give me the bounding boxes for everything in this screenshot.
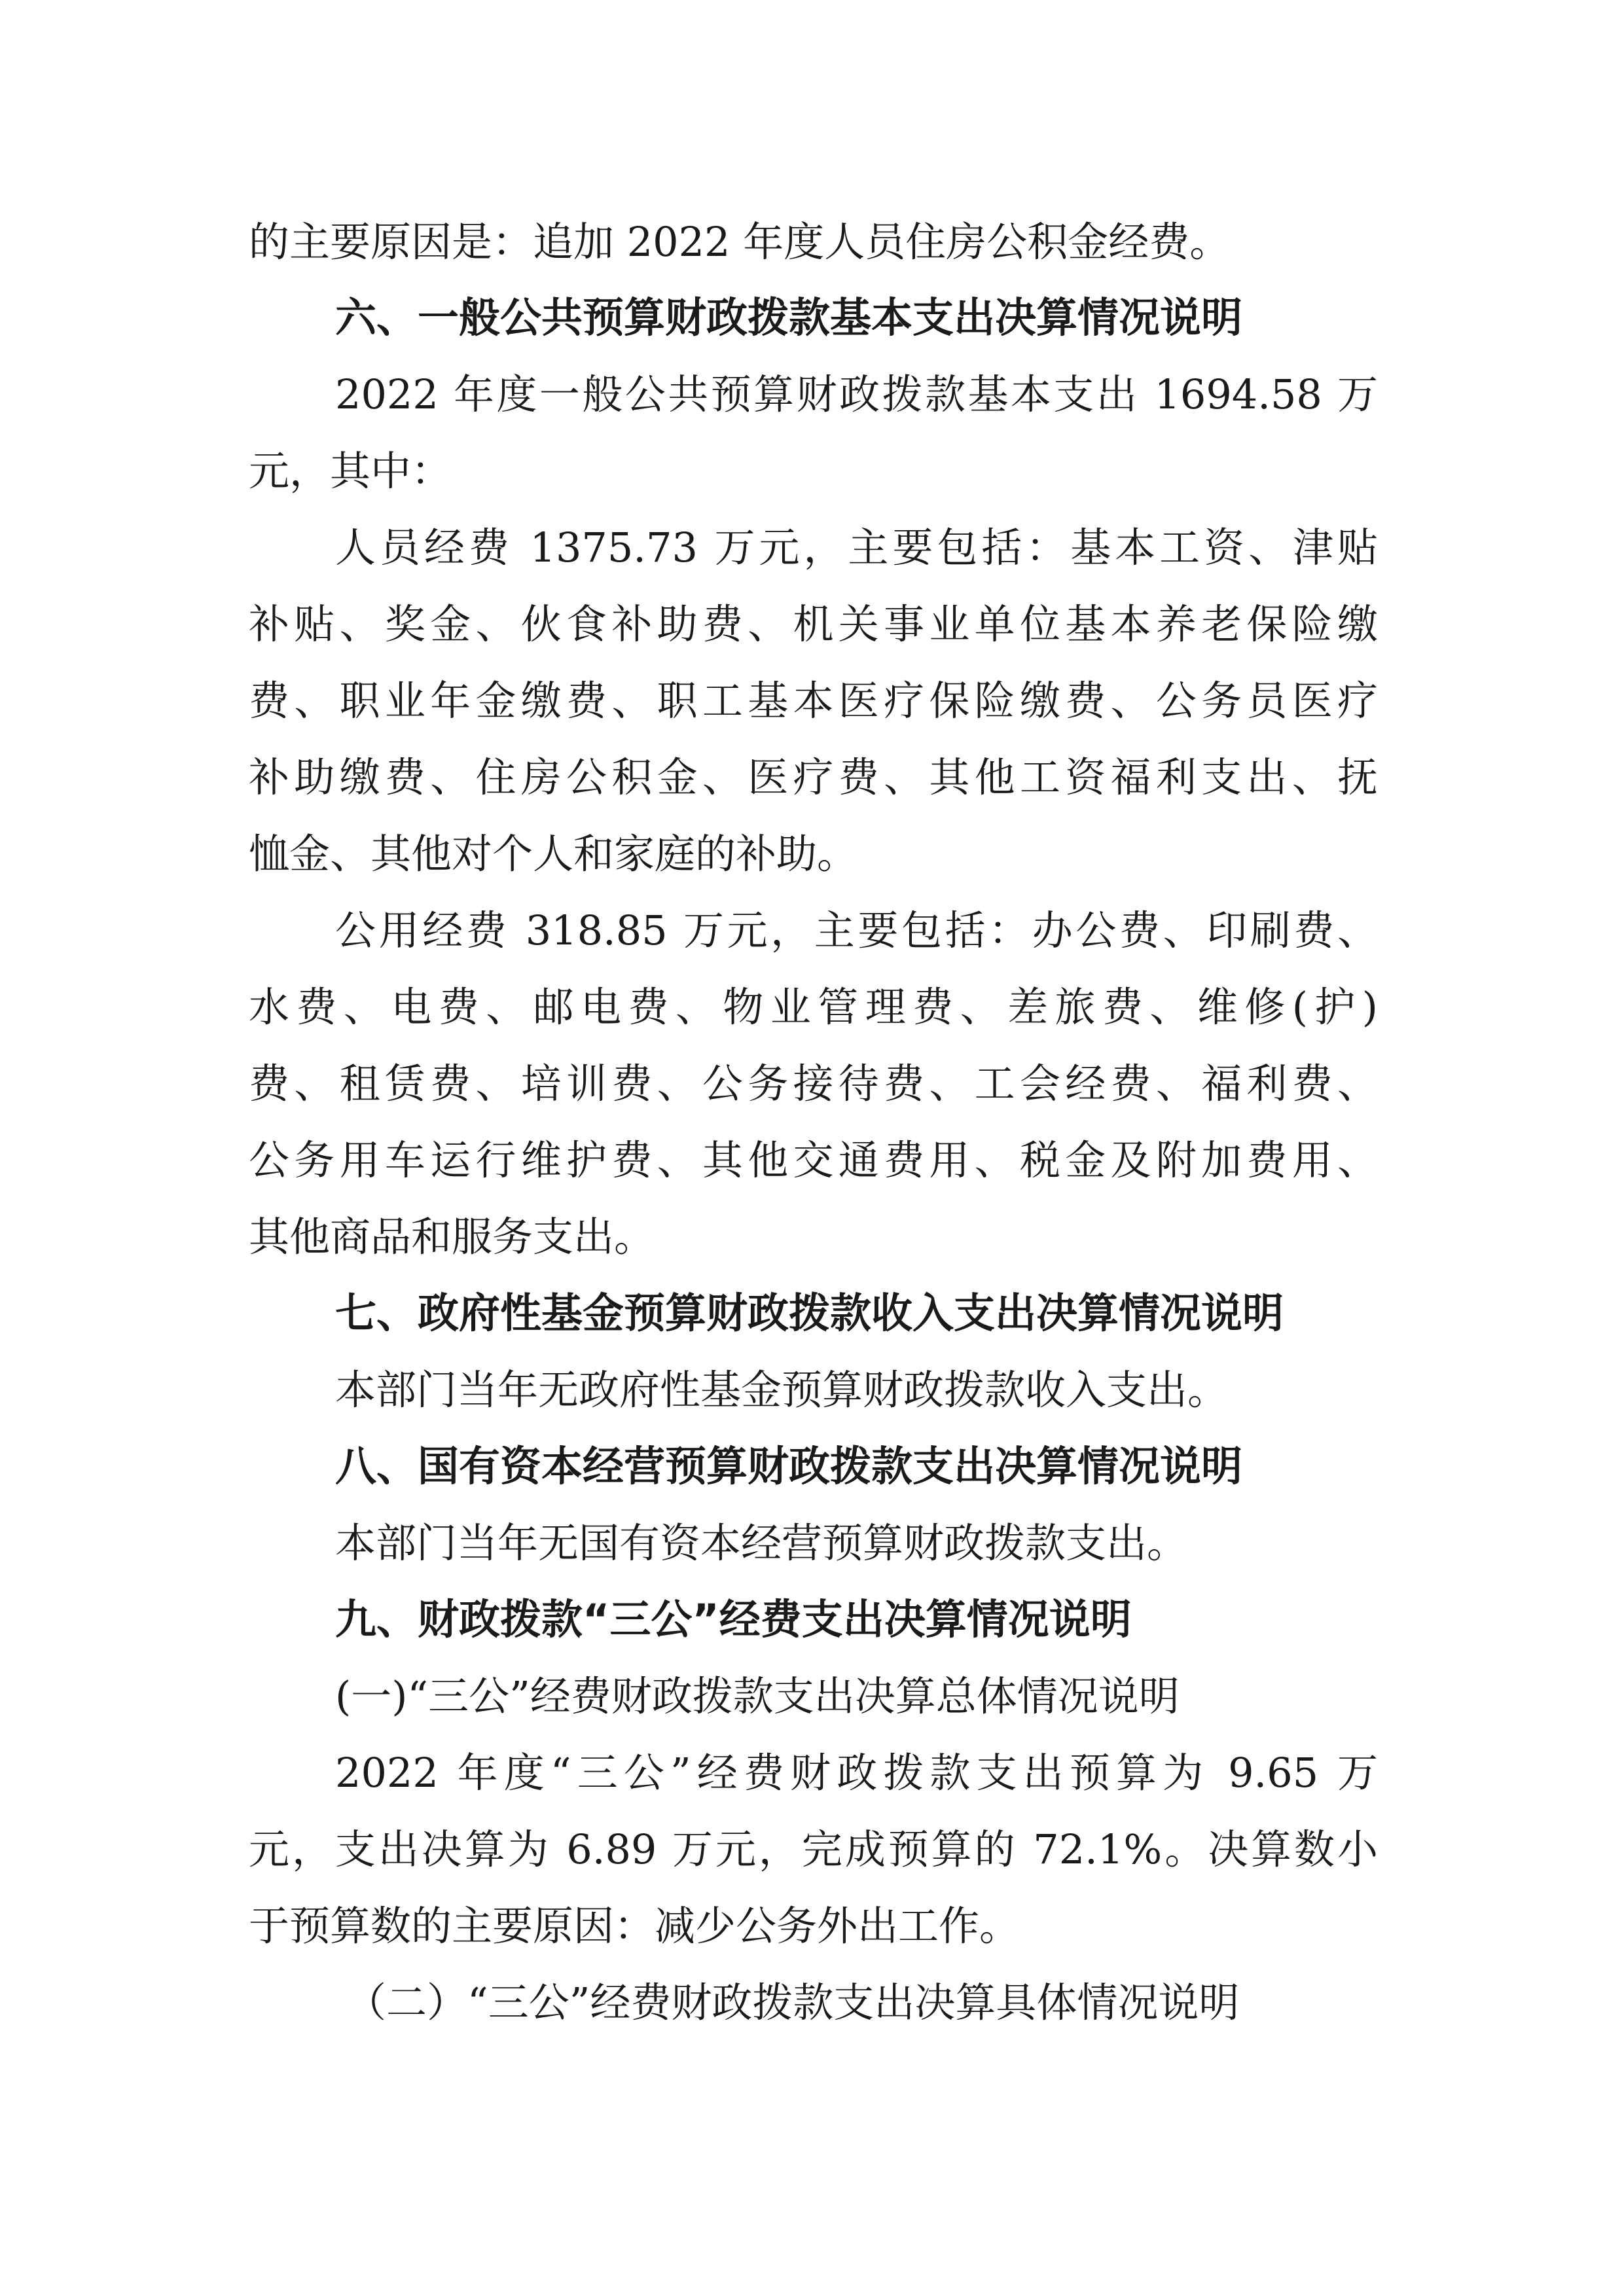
paragraph-line: 本部门当年无国有资本经营预算财政拨款支出。 (335, 1519, 1188, 1567)
section-heading-9: 九、财政拨款“三公”经费支出决算情况说明 (335, 1596, 1132, 1643)
section-heading-7: 七、政府性基金预算财政拨款收入支出决算情况说明 (335, 1289, 1284, 1337)
paragraph-line: 本部门当年无政府性基金预算财政拨款收入支出。 (335, 1366, 1229, 1414)
section-heading-6: 六、一般公共预算财政拨款基本支出决算情况说明 (335, 294, 1242, 342)
paragraph-line: 公务用车运行维护费、其他交通费用、税金及附加费用、 (249, 1136, 1378, 1184)
subsection-heading-2: （二）“三公”经费财政拨款支出决算具体情况说明 (346, 1979, 1240, 2026)
paragraph-line: 补助缴费、住房公积金、医疗费、其他工资福利支出、抚 (249, 753, 1378, 801)
paragraph-line: 人员经费 1375.73 万元，主要包括：基本工资、津贴 (335, 524, 1378, 571)
paragraph-line: 元，其中： (249, 447, 452, 495)
paragraph-line: 补贴、奖金、伙食补助费、机关事业单位基本养老保险缴 (249, 600, 1378, 648)
subsection-heading-1: (一)“三公”经费财政拨款支出决算总体情况说明 (335, 1672, 1180, 1720)
paragraph-line: 公用经费 318.85 万元，主要包括：办公费、印刷费、 (335, 906, 1378, 954)
paragraph-line: 元，支出决算为 6.89 万元，完成预算的 72.1%。决算数小 (249, 1825, 1378, 1873)
section-heading-8: 八、国有资本经营预算财政拨款支出决算情况说明 (335, 1443, 1242, 1490)
paragraph-line: 水费、电费、邮电费、物业管理费、差旅费、维修(护) (249, 983, 1378, 1031)
paragraph-line: 费、租赁费、培训费、公务接待费、工会经费、福利费、 (249, 1060, 1378, 1107)
paragraph-line: 的主要原因是：追加 2022 年度人员住房公积金经费。 (249, 218, 1231, 266)
paragraph-line: 2022 年度一般公共预算财政拨款基本支出 1694.58 万 (335, 370, 1378, 418)
paragraph-line: 其他商品和服务支出。 (249, 1213, 655, 1261)
paragraph-line: 费、职业年金缴费、职工基本医疗保险缴费、公务员医疗 (249, 677, 1378, 725)
paragraph-line: 于预算数的主要原因：减少公务外出工作。 (249, 1902, 1020, 1950)
paragraph-line: 2022 年度“三公”经费财政拨款支出预算为 9.65 万 (335, 1749, 1378, 1797)
paragraph-line: 恤金、其他对个人和家庭的补助。 (249, 830, 858, 878)
